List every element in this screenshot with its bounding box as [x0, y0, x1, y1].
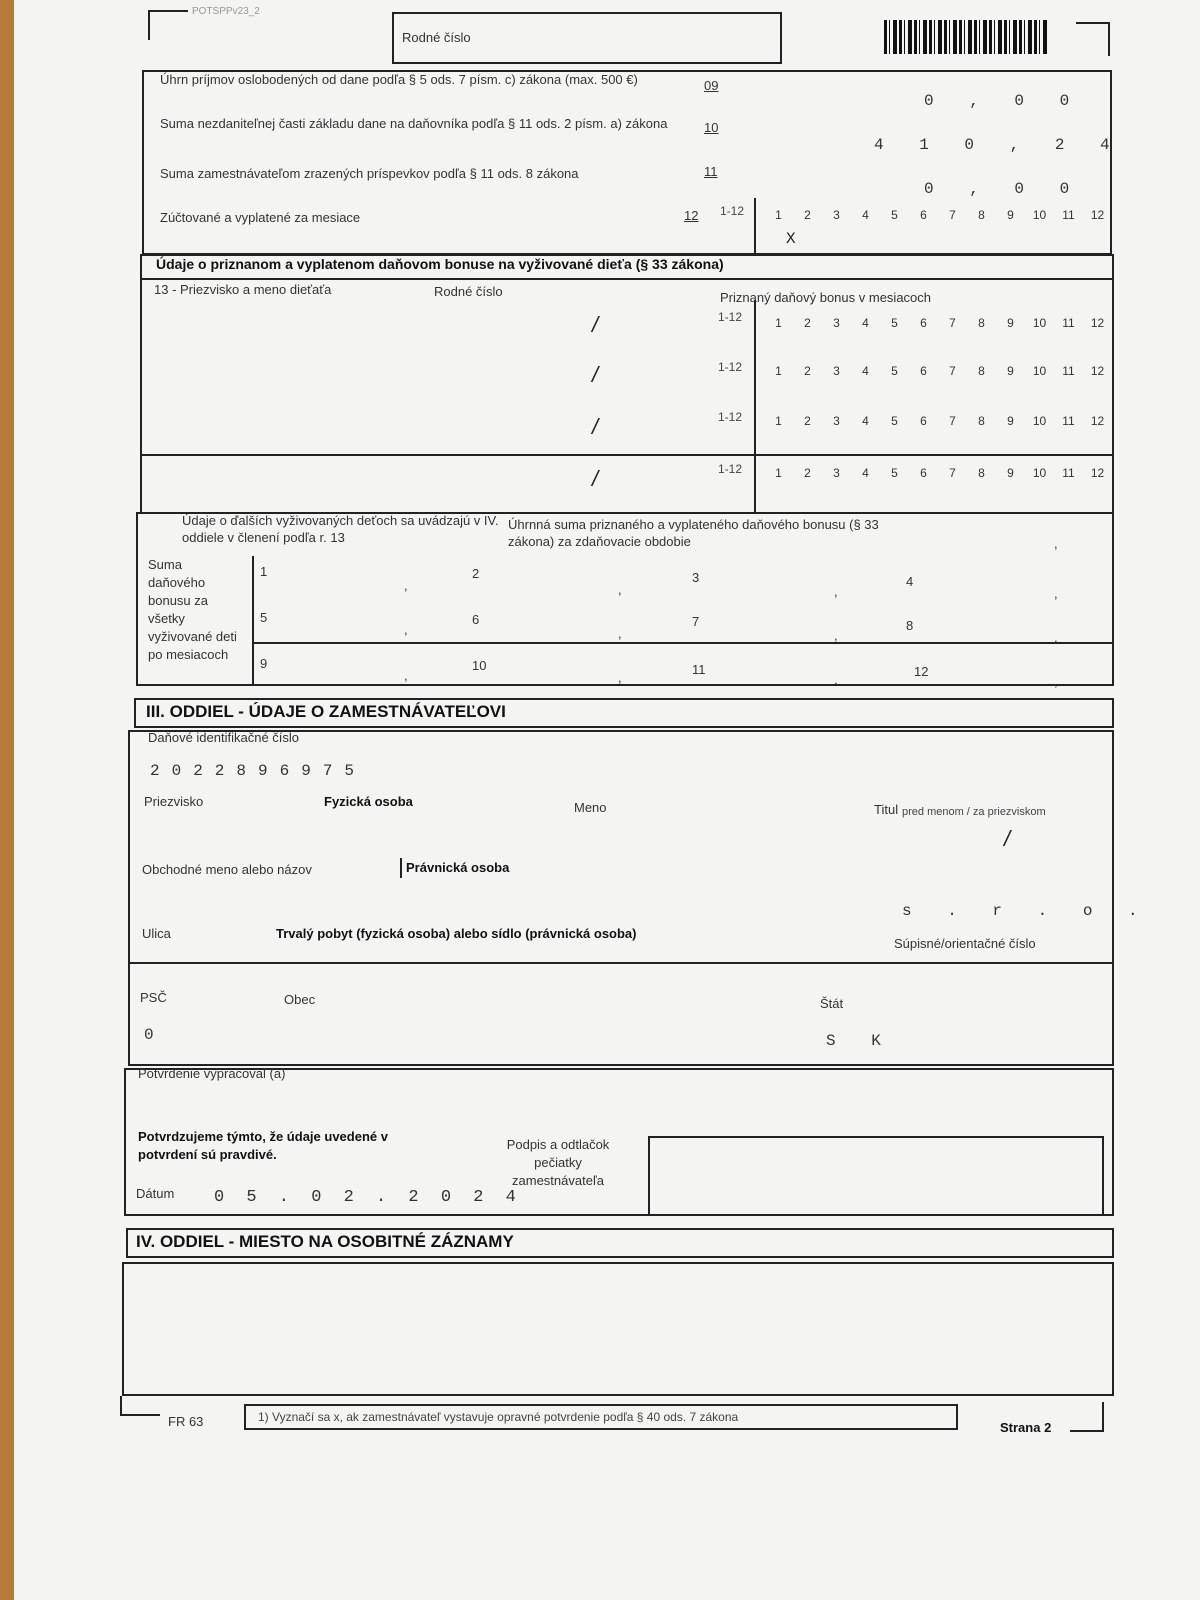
row-10-num: 10 — [704, 120, 719, 135]
child-3-month-8[interactable]: 8 — [978, 414, 985, 428]
row-12-num: 12 — [684, 208, 699, 223]
child-4-month-11[interactable]: 11 — [1062, 466, 1075, 480]
barcode-icon — [884, 20, 1049, 54]
form-page — [14, 0, 1200, 1600]
child-4-month-7[interactable]: 7 — [949, 466, 956, 480]
comma-4: , — [1054, 586, 1058, 601]
row-12-text: Zúčtované a vyplatené za mesiace — [160, 210, 361, 225]
child-2-months-label: 1-12 — [718, 360, 743, 374]
child-1-month-2[interactable]: 2 — [804, 316, 811, 330]
child-1-month-4[interactable]: 4 — [862, 316, 869, 330]
comma-10: , — [618, 670, 622, 685]
child-2-month-6[interactable]: 6 — [920, 364, 927, 378]
child-3-month-11[interactable]: 11 — [1062, 414, 1075, 428]
child-2-month-4[interactable]: 4 — [862, 364, 869, 378]
bonus-months-header: Priznaný daňový bonus v mesiacoch — [720, 290, 932, 305]
comma-3: , — [834, 584, 838, 599]
comma-9: , — [404, 668, 408, 683]
comma-8: , — [1054, 630, 1058, 645]
month-cell-7[interactable]: 7 — [692, 614, 700, 629]
employer-section — [128, 730, 1114, 1066]
child-4-month-1[interactable]: 1 — [775, 466, 782, 480]
row-12-months-label: 1-12 — [720, 204, 745, 218]
child-4-month-9[interactable]: 9 — [1007, 466, 1014, 480]
address-row-line — [128, 962, 1114, 964]
house-number-label: Súpisné/orientačné číslo — [894, 936, 1036, 951]
prepared-by-label: Potvrdenie vypracoval (a) — [138, 1066, 286, 1081]
total-bonus-comma: , — [1054, 536, 1058, 551]
child-4-month-4[interactable]: 4 — [862, 466, 869, 480]
footnote-text: 1) Vyznačí sa x, ak zamestnávateľ vystavuje opravné potvrdenie podľa § 40 ods. 7 zákona — [258, 1410, 739, 1424]
month-8[interactable]: 8 — [978, 208, 985, 222]
month-4[interactable]: 4 — [862, 208, 869, 222]
child-3-month-1[interactable]: 1 — [775, 414, 782, 428]
state-value[interactable]: S K — [826, 1032, 894, 1050]
row-11-text: Suma zamestnávateľom zrazených príspevkov podľa § 11 ods. 8 zákona — [160, 166, 579, 181]
total-bonus-label: Úhrnná suma priznaného a vyplateného daňového bonusu (§ 33 zákona) za zdaňovacie obdobie — [508, 517, 879, 549]
comma-1: , — [404, 578, 408, 593]
month-12[interactable]: 12 — [1090, 208, 1105, 222]
month-5[interactable]: 5 — [891, 208, 898, 222]
signature-label: Podpis a odtlačok pečiatky zamestnávateľa — [506, 1137, 610, 1188]
child-2-month-5[interactable]: 5 — [891, 364, 898, 378]
date-value[interactable]: 0 5 . 0 2 . 2 0 2 4 — [214, 1188, 522, 1207]
surname-label: Priezvisko — [144, 794, 204, 809]
month-cell-2[interactable]: 2 — [472, 566, 480, 581]
child-4-birth-slash: / — [592, 466, 599, 491]
signature-box[interactable] — [648, 1136, 1104, 1216]
legal-person-label: Právnická osoba — [406, 860, 510, 875]
child-2-birth-slash: / — [592, 362, 599, 387]
child-2-month-11[interactable]: 11 — [1062, 364, 1075, 378]
street-label: Ulica — [142, 926, 171, 941]
month-1[interactable]: 1 — [775, 208, 782, 222]
bonus-title-line — [140, 278, 1114, 280]
child-3-months-label: 1-12 — [718, 410, 743, 424]
physical-person-label: Fyzická osoba — [324, 794, 413, 809]
city-label: Obec — [284, 992, 316, 1007]
child-4-month-12[interactable]: 12 — [1090, 466, 1105, 480]
legal-person-divider — [400, 858, 402, 878]
title-label: Titul — [874, 802, 899, 817]
corner-mark-bottom-right — [1070, 1402, 1104, 1432]
child-birth-header: Rodné číslo — [434, 284, 503, 299]
child-2-month-1[interactable]: 1 — [775, 364, 782, 378]
employer-section-title: III. ODDIEL - ÚDAJE O ZAMESTNÁVATEĽOVI — [146, 702, 506, 721]
company-suffix[interactable]: s . r . o . — [902, 902, 1151, 920]
child-1-month-11[interactable]: 11 — [1062, 316, 1075, 330]
child-2-month-7[interactable]: 7 — [949, 364, 956, 378]
month-9[interactable]: 9 — [1007, 208, 1014, 222]
address-label: Trvalý pobyt (fyzická osoba) alebo sídlo (právnická osoba) — [276, 926, 637, 941]
child-3-month-7[interactable]: 7 — [949, 414, 956, 428]
child-3-month-4[interactable]: 4 — [862, 414, 869, 428]
month-cell-3[interactable]: 3 — [692, 570, 700, 585]
month-cell-10[interactable]: 10 — [472, 658, 487, 673]
month-2[interactable]: 2 — [804, 208, 811, 222]
child-4-months-label: 1-12 — [718, 462, 743, 476]
monthly-bonus-sum-label: Suma daňového bonusu za všetky vyživované deti po mesiacoch — [148, 557, 237, 662]
confirmation-statement: Potvrdzujeme týmto, že údaje uvedené v potvrdení sú pravdivé. — [138, 1129, 388, 1162]
month-6[interactable]: 6 — [920, 208, 927, 222]
monthly-bonus-divider — [252, 556, 254, 686]
month-cell-11[interactable]: 11 — [692, 662, 706, 677]
child-2-month-12[interactable]: 12 — [1090, 364, 1105, 378]
row-12-divider — [754, 198, 756, 254]
company-label: Obchodné meno alebo názov — [142, 862, 312, 877]
child-1-month-1[interactable]: 1 — [775, 316, 782, 330]
child-1-month-7[interactable]: 7 — [949, 316, 956, 330]
child-3-month-12[interactable]: 12 — [1090, 414, 1105, 428]
child-1-month-12[interactable]: 12 — [1090, 316, 1105, 330]
child-3-month-10[interactable]: 10 — [1032, 414, 1047, 428]
row-09-text: Úhrn príjmov oslobodených od dane podľa § 5 ods. 7 písm. c) zákona (max. 500 €) — [160, 72, 638, 87]
month-7[interactable]: 7 — [949, 208, 956, 222]
month-10[interactable]: 10 — [1032, 208, 1047, 222]
date-label: Dátum — [136, 1186, 175, 1201]
corner-mark-bottom-left — [120, 1396, 160, 1416]
child-3-month-5[interactable]: 5 — [891, 414, 898, 428]
comma-11: , — [834, 672, 838, 687]
dic-label: Daňové identifikačné číslo — [148, 730, 300, 745]
child-3-month-6[interactable]: 6 — [920, 414, 927, 428]
dic-value[interactable]: 2022896975 — [150, 762, 367, 780]
comma-6: , — [618, 626, 622, 641]
row-12-months — [764, 208, 1112, 222]
child-2-month-3[interactable]: 3 — [833, 364, 840, 378]
child-4-month-8[interactable]: 8 — [978, 466, 985, 480]
child-2-month-10[interactable]: 10 — [1032, 364, 1047, 378]
month-cell-9[interactable]: 9 — [260, 656, 268, 671]
monthly-bonus-row-line — [252, 642, 1114, 644]
child-1-month-3[interactable]: 3 — [833, 316, 840, 330]
child-3-months — [764, 414, 1112, 428]
row-09-value: 0 , 0 0 — [924, 92, 1083, 110]
comma-5: , — [404, 622, 408, 637]
birth-number-label: Rodné číslo — [402, 30, 471, 45]
child-4-month-2[interactable]: 2 — [804, 466, 811, 480]
corner-mark-top-right — [1076, 22, 1110, 56]
further-children-note: Údaje o ďalších vyživovaných deťoch sa uvádzajú v IV. oddiele v členení podľa r. 13 — [182, 513, 499, 545]
row-10-text: Suma nezdaniteľnej časti základu dane na daňovníka podľa § 11 ods. 2 písm. a) zákona — [160, 116, 668, 131]
comma-2: , — [618, 582, 622, 597]
records-section-title: IV. ODDIEL - MIESTO NA OSOBITNÉ ZÁZNAMY — [136, 1232, 514, 1251]
page-number: Strana 2 — [1000, 1420, 1052, 1435]
records-area[interactable] — [122, 1262, 1114, 1396]
month-3[interactable]: 3 — [833, 208, 840, 222]
child-name-header: 13 - Priezvisko a meno dieťaťa — [154, 282, 332, 297]
child-2-month-2[interactable]: 2 — [804, 364, 811, 378]
child-1-birth-slash: / — [592, 312, 599, 337]
child-4-month-6[interactable]: 6 — [920, 466, 927, 480]
child-3-month-3[interactable]: 3 — [833, 414, 840, 428]
bonus-months-divider — [754, 300, 756, 514]
month-cell-1[interactable]: 1 — [260, 564, 268, 579]
month-cell-4[interactable]: 4 — [906, 574, 914, 589]
row-11-num: 11 — [704, 164, 718, 179]
zip-label: PSČ — [140, 990, 167, 1005]
child-4-month-5[interactable]: 5 — [891, 466, 898, 480]
bonus-row-separator — [140, 454, 1114, 456]
corner-mark-top-left — [148, 10, 188, 40]
title-hint: pred menom / za priezviskom — [902, 806, 1046, 818]
child-1-month-9[interactable]: 9 — [1007, 316, 1014, 330]
child-1-month-8[interactable]: 8 — [978, 316, 985, 330]
state-label: Štát — [820, 996, 844, 1011]
comma-7: , — [834, 628, 838, 643]
form-code: POTSPPv23_2 — [192, 6, 260, 17]
month-cell-5[interactable]: 5 — [260, 610, 268, 625]
bonus-section-title: Údaje o priznanom a vyplatenom daňovom bonuse na vyživované dieťa (§ 33 zákona) — [156, 256, 724, 272]
child-2-month-9[interactable]: 9 — [1007, 364, 1014, 378]
row-12-mark: X — [786, 230, 796, 248]
comma-12: , — [1054, 674, 1058, 689]
footer-form-id: FR 63 — [168, 1414, 204, 1429]
month-cell-8[interactable]: 8 — [906, 618, 914, 633]
child-1-month-6[interactable]: 6 — [920, 316, 927, 330]
row-09-num: 09 — [704, 78, 719, 93]
child-3-month-9[interactable]: 9 — [1007, 414, 1014, 428]
zip-value[interactable]: 0 — [144, 1026, 167, 1044]
child-2-month-8[interactable]: 8 — [978, 364, 985, 378]
row-10-value: 4 1 0 , 2 4 — [874, 136, 1123, 154]
month-11[interactable]: 11 — [1062, 208, 1075, 222]
name-label: Meno — [574, 800, 607, 815]
child-1-month-10[interactable]: 10 — [1032, 316, 1047, 330]
child-1-month-5[interactable]: 5 — [891, 316, 898, 330]
child-4-month-10[interactable]: 10 — [1032, 466, 1047, 480]
child-3-birth-slash: / — [592, 414, 599, 439]
title-slash: / — [1004, 826, 1011, 851]
child-3-month-2[interactable]: 2 — [804, 414, 811, 428]
child-4-months — [764, 466, 1112, 480]
row-11-value: 0 , 0 0 — [924, 180, 1083, 198]
month-cell-6[interactable]: 6 — [472, 612, 480, 627]
child-2-months — [764, 364, 1112, 378]
child-1-months — [764, 316, 1112, 330]
child-1-months-label: 1-12 — [718, 310, 743, 324]
child-4-month-3[interactable]: 3 — [833, 466, 840, 480]
month-cell-12[interactable]: 12 — [914, 664, 929, 679]
